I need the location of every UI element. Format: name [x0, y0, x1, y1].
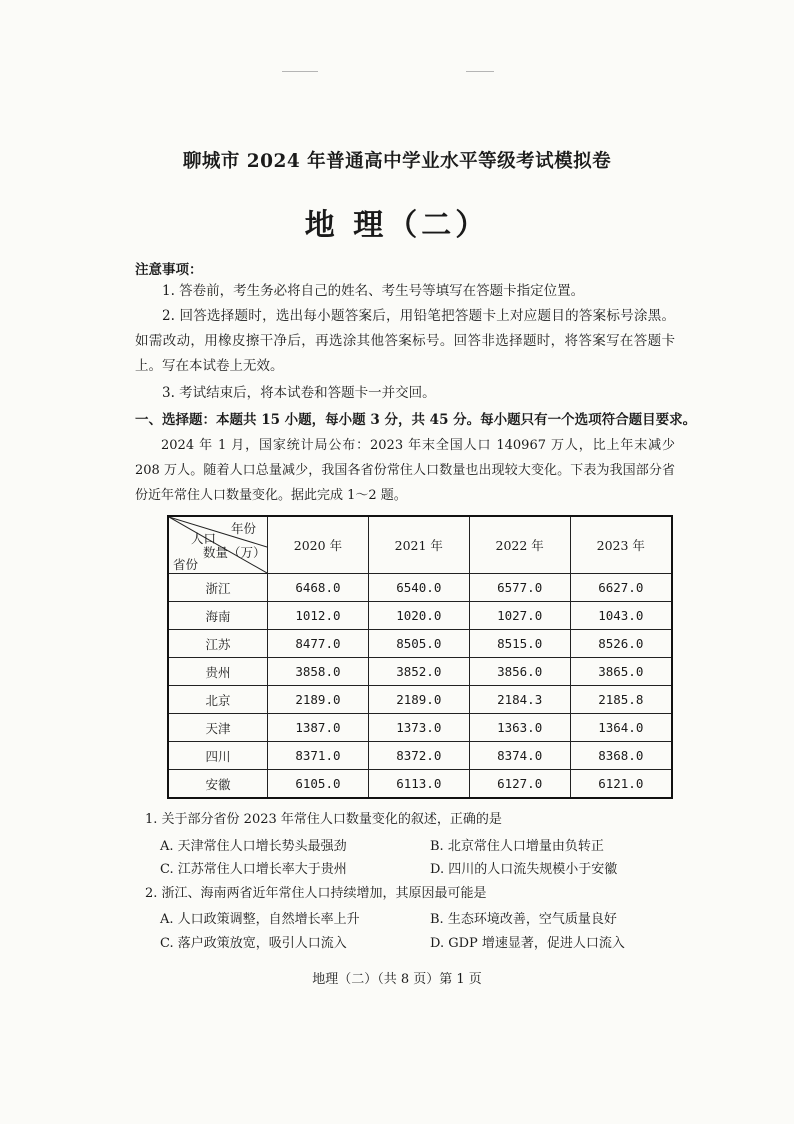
- question-2-option-a: A. 人口政策调整，自然增长率上升: [160, 912, 360, 927]
- value-cell: 8371.0: [268, 742, 369, 770]
- value-cell: 1020.0: [368, 602, 469, 630]
- value-cell: 1387.0: [268, 714, 369, 742]
- exam-title: 聊城市 2024 年普通高中学业水平等级考试模拟卷: [182, 151, 612, 172]
- question-intro: 2024 年 1 月，国家统计局公布：2023 年末全国人口 140967 万人，比上年末减少 208 万人。随着人口总量减少，我国各省份常住人口数量也出现较大变化。下表为我国部分省份近年常住人口数量变化。据此完成 1～2 题。: [135, 438, 675, 503]
- question-2-option-b: B. 生态环境改善，空气质量良好: [430, 912, 617, 927]
- value-cell: 2185.8: [570, 686, 672, 714]
- notice-item-1: 1. 答卷前，考生务必将自己的姓名、考生号等填写在答题卡指定位置。: [162, 283, 585, 299]
- question-1-option-d: D. 四川的人口流失规模小于安徽: [430, 862, 618, 877]
- corner-year-label: 年份: [231, 521, 257, 536]
- value-cell: 1363.0: [469, 714, 570, 742]
- value-cell: 1027.0: [469, 602, 570, 630]
- value-cell: 6113.0: [368, 770, 469, 799]
- year-header: 2020 年: [268, 516, 369, 574]
- table-header-row: [168, 516, 672, 574]
- value-cell: 2189.0: [368, 686, 469, 714]
- value-cell: 8526.0: [570, 630, 672, 658]
- value-cell: 6627.0: [570, 574, 672, 602]
- value-cell: 8505.0: [368, 630, 469, 658]
- province-cell: 海南: [168, 602, 268, 630]
- value-cell: 6105.0: [268, 770, 369, 799]
- value-cell: 3856.0: [469, 658, 570, 686]
- subject-title: 地 理（二）: [304, 208, 490, 243]
- value-cell: 3852.0: [368, 658, 469, 686]
- value-cell: 8477.0: [268, 630, 369, 658]
- corner-qty-label: 数量（万）: [203, 545, 266, 560]
- table-row: [168, 714, 672, 742]
- year-header: 2023 年: [570, 516, 672, 574]
- value-cell: 8368.0: [570, 742, 672, 770]
- province-cell: 天津: [168, 714, 268, 742]
- value-cell: 1012.0: [268, 602, 369, 630]
- notice-item-2: 2. 回答选择题时，选出每小题答案后，用铅笔把答题卡上对应题目的答案标号涂黑。如需改动，用橡皮擦干净后，再选涂其他答案标号。回答非选择题时，将答案写在答题卡上。写在本试卷上无效。: [135, 308, 675, 374]
- section-heading: 一、选择题：本题共 15 小题，每小题 3 分，共 45 分。每小题只有一个选项符合题目要求。: [135, 412, 697, 428]
- value-cell: 6121.0: [570, 770, 672, 799]
- page-footer: 地理（二）（共 8 页）第 1 页: [312, 972, 482, 987]
- year-header: 2022 年: [469, 516, 570, 574]
- question-2-option-d: D. GDP 增速显著，促进人口流入: [430, 936, 625, 951]
- scan-mark: [466, 71, 494, 72]
- corner-pop-label: 人口: [191, 531, 217, 546]
- population-table: [167, 515, 673, 799]
- value-cell: 6468.0: [268, 574, 369, 602]
- table-row: [168, 658, 672, 686]
- value-cell: 3865.0: [570, 658, 672, 686]
- question-1-stem: 1. 关于部分省份 2023 年常住人口数量变化的叙述，正确的是: [145, 812, 502, 827]
- question-1-option-c: C. 江苏常住人口增长率大于贵州: [160, 862, 347, 877]
- scan-mark: [282, 71, 318, 72]
- value-cell: 6127.0: [469, 770, 570, 799]
- question-1-option-b: B. 北京常住人口增量由负转正: [430, 839, 604, 854]
- table-corner-header: [168, 516, 268, 574]
- corner-province-label: 省份: [173, 557, 199, 572]
- notice-item-3: 3. 考试结束后，将本试卷和答题卡一并交回。: [162, 385, 436, 401]
- province-cell: 江苏: [168, 630, 268, 658]
- value-cell: 3858.0: [268, 658, 369, 686]
- value-cell: 8374.0: [469, 742, 570, 770]
- question-2-stem: 2. 浙江、海南两省近年常住人口持续增加，其原因最可能是: [145, 886, 487, 901]
- value-cell: 8372.0: [368, 742, 469, 770]
- value-cell: 1043.0: [570, 602, 672, 630]
- year-header: 2021 年: [368, 516, 469, 574]
- value-cell: 8515.0: [469, 630, 570, 658]
- table-row: [168, 630, 672, 658]
- table-row: [168, 770, 672, 799]
- province-cell: 浙江: [168, 574, 268, 602]
- question-1-option-a: A. 天津常住人口增长势头最强劲: [160, 839, 347, 854]
- province-cell: 四川: [168, 742, 268, 770]
- value-cell: 2184.3: [469, 686, 570, 714]
- table-row: [168, 602, 672, 630]
- value-cell: 6577.0: [469, 574, 570, 602]
- question-2-option-c: C. 落户政策放宽，吸引人口流入: [160, 936, 347, 951]
- notice-heading: 注意事项：: [135, 262, 203, 278]
- value-cell: 1373.0: [368, 714, 469, 742]
- value-cell: 1364.0: [570, 714, 672, 742]
- province-cell: 北京: [168, 686, 268, 714]
- table-row: [168, 574, 672, 602]
- value-cell: 2189.0: [268, 686, 369, 714]
- province-cell: 安徽: [168, 770, 268, 799]
- table-row: [168, 686, 672, 714]
- value-cell: 6540.0: [368, 574, 469, 602]
- province-cell: 贵州: [168, 658, 268, 686]
- table-row: [168, 742, 672, 770]
